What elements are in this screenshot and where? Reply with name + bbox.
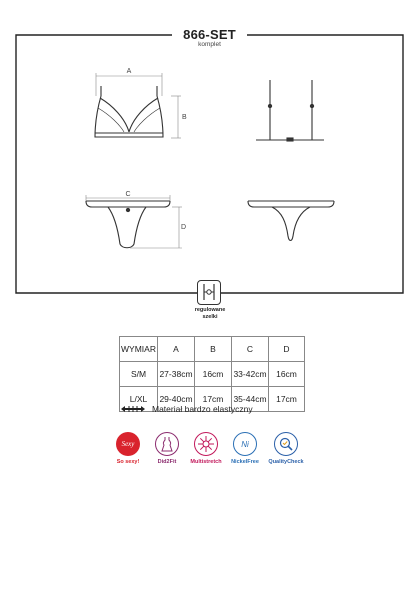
table-cell: 16cm bbox=[269, 362, 305, 387]
badge-label: Did2Fit bbox=[157, 459, 177, 465]
badge-label: So sexy! bbox=[116, 459, 140, 465]
table-cell: 29-40cm bbox=[158, 387, 195, 412]
table-header-cell: A bbox=[158, 337, 195, 362]
table-cell: 17cm bbox=[269, 387, 305, 412]
table-cell: 35-44cm bbox=[232, 387, 269, 412]
size-table bbox=[119, 336, 305, 412]
table-cell: L/XL bbox=[120, 387, 158, 412]
table-cell: S/M bbox=[120, 362, 158, 387]
dress-icon bbox=[155, 432, 179, 456]
dimension-label-a: A bbox=[126, 68, 132, 75]
adjustable-straps-icon bbox=[197, 280, 221, 305]
dimension-label-d: D bbox=[181, 224, 187, 231]
dimension-label-c: C bbox=[125, 191, 131, 198]
table-header-cell: C bbox=[232, 337, 269, 362]
panty-back-drawing bbox=[248, 201, 334, 241]
table-cell: 17cm bbox=[195, 387, 232, 412]
table-header-cell: WYMIAR bbox=[120, 337, 158, 362]
bra-back-drawing bbox=[256, 80, 324, 141]
table-header-cell: D bbox=[269, 337, 305, 362]
page-subtitle: komplet bbox=[198, 41, 221, 48]
stretch-arrows-icon bbox=[120, 405, 146, 413]
table-cell: 27-38cm bbox=[158, 362, 195, 387]
stretch-icon bbox=[194, 432, 218, 456]
so-sexy-icon bbox=[116, 432, 140, 456]
badge-label: QualityCheck bbox=[268, 459, 304, 465]
bra-front-drawing bbox=[95, 86, 163, 137]
nickel-free-icon bbox=[233, 432, 257, 456]
table-header-cell: B bbox=[195, 337, 232, 362]
magnifier-check-icon bbox=[274, 432, 298, 456]
adjustable-label-line2: szelki bbox=[202, 314, 218, 320]
table-header-row bbox=[120, 337, 305, 362]
adjustable-label-line1: regulowane bbox=[194, 307, 226, 313]
panty-front-drawing bbox=[86, 201, 170, 248]
table-cell: 33-42cm bbox=[232, 362, 269, 387]
badge-label: Multistretch bbox=[190, 459, 222, 465]
badge-qualitycheck bbox=[261, 432, 311, 465]
dimension-d bbox=[130, 207, 182, 248]
material-note-text: Materiał bardzo elastyczny bbox=[152, 404, 253, 414]
nickel-free-icon-text: Ni bbox=[241, 439, 249, 449]
table-cell: 16cm bbox=[195, 362, 232, 387]
page-title: 866-SET bbox=[183, 27, 236, 42]
adjustable-straps-label bbox=[180, 307, 240, 321]
table-row bbox=[120, 362, 305, 387]
dimension-a bbox=[96, 73, 162, 96]
dimension-label-b: B bbox=[182, 114, 187, 121]
material-note bbox=[120, 404, 253, 414]
frame-border bbox=[16, 35, 403, 293]
so-sexy-icon-text: Sexy bbox=[121, 440, 135, 448]
dimension-b bbox=[171, 96, 181, 138]
badge-label: NickelFree bbox=[231, 459, 259, 465]
